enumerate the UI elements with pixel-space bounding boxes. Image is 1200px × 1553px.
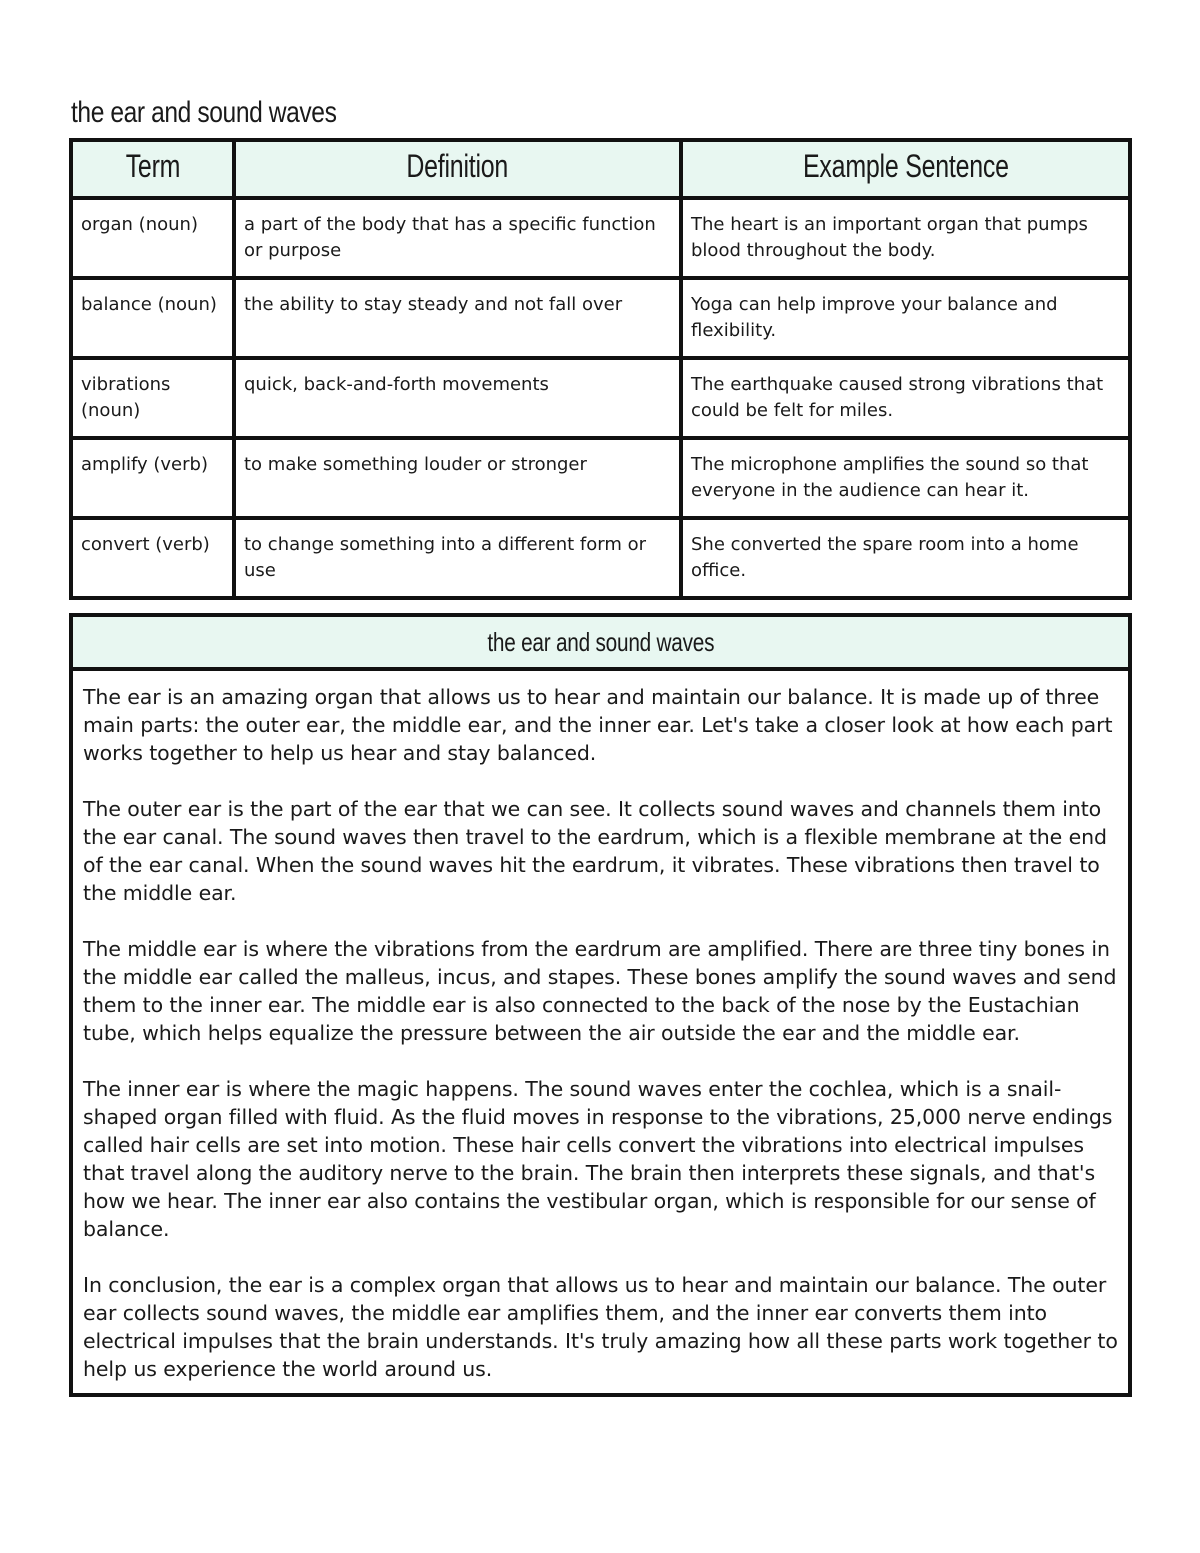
page-title: the ear and sound waves: [71, 96, 337, 129]
term-cell: organ (noun): [71, 198, 234, 278]
header-term: Term: [71, 140, 234, 198]
vocabulary-table: [69, 138, 1132, 600]
reading-title-bar: [73, 617, 1128, 671]
vocabulary-header-row: [71, 140, 1130, 198]
definition-cell: to change something into a different form or use: [234, 518, 681, 598]
reading-body: [73, 671, 1128, 1393]
header-definition: Definition: [234, 140, 681, 198]
example-cell: The heart is an important organ that pumps blood throughout the body.: [681, 198, 1130, 278]
paragraph-conclusion: In conclusion, the ear is a complex organ that allows us to hear and maintain our balance. The outer ear collects sound waves, the middle ear amplifies them, and the inner ear converts them into electrical impulses that the brain understands. It's truly amazing how all these parts work together to help us experience the world around us.: [83, 1273, 1118, 1381]
header-example-sentence: Example Sentence: [681, 140, 1130, 198]
paragraph-inner-ear: The inner ear is where the magic happens. The sound waves enter the cochlea, which is a snail-shaped organ filled with fluid. As the fluid moves in response to the vibrations, 25,000 nerve endings called hair cells are set into motion. These hair cells convert the vibrations into electrical impulses that travel along the auditory nerve to the brain. The brain then interprets these signals, and that's how we hear. The inner ear also contains the vestibular organ, which is responsible for our sense of balance.: [83, 1077, 1113, 1241]
table-row: [71, 438, 1130, 518]
paragraph-intro: The ear is an amazing organ that allows us to hear and maintain our balance. It is made up of three main parts: the outer ear, the middle ear, and the inner ear. Let's take a closer look at how each part works together to help us hear and stay balanced.: [83, 685, 1113, 765]
definition-cell: the ability to stay steady and not fall over: [234, 278, 681, 358]
term-cell: vibrations (noun): [71, 358, 234, 438]
reading-title: the ear and sound waves: [487, 627, 714, 657]
example-cell: The earthquake caused strong vibrations that could be felt for miles.: [681, 358, 1130, 438]
definition-cell: to make something louder or stronger: [234, 438, 681, 518]
table-row: [71, 518, 1130, 598]
reading-passage: [69, 613, 1132, 1397]
table-row: [71, 198, 1130, 278]
paragraph-outer-ear: The outer ear is the part of the ear that we can see. It collects sound waves and channels them into the ear canal. The sound waves then travel to the eardrum, which is a flexible membrane at the end of the ear canal. When the sound waves hit the eardrum, it vibrates. These vibrations then travel to the middle ear.: [83, 797, 1107, 905]
definition-cell: a part of the body that has a specific function or purpose: [234, 198, 681, 278]
table-row: [71, 278, 1130, 358]
example-cell: She converted the spare room into a home office.: [681, 518, 1130, 598]
table-row: [71, 358, 1130, 438]
term-cell: convert (verb): [71, 518, 234, 598]
term-cell: balance (noun): [71, 278, 234, 358]
example-cell: Yoga can help improve your balance and flexibility.: [681, 278, 1130, 358]
paragraph-middle-ear: The middle ear is where the vibrations from the eardrum are amplified. There are three tiny bones in the middle ear called the malleus, incus, and stapes. These bones amplify the sound waves and send them to the inner ear. The middle ear is also connected to the back of the nose by the Eustachian tube, which helps equalize the pressure between the air outside the ear and the middle ear.: [83, 937, 1117, 1045]
term-cell: amplify (verb): [71, 438, 234, 518]
definition-cell: quick, back-and-forth movements: [234, 358, 681, 438]
example-cell: The microphone amplifies the sound so that everyone in the audience can hear it.: [681, 438, 1130, 518]
